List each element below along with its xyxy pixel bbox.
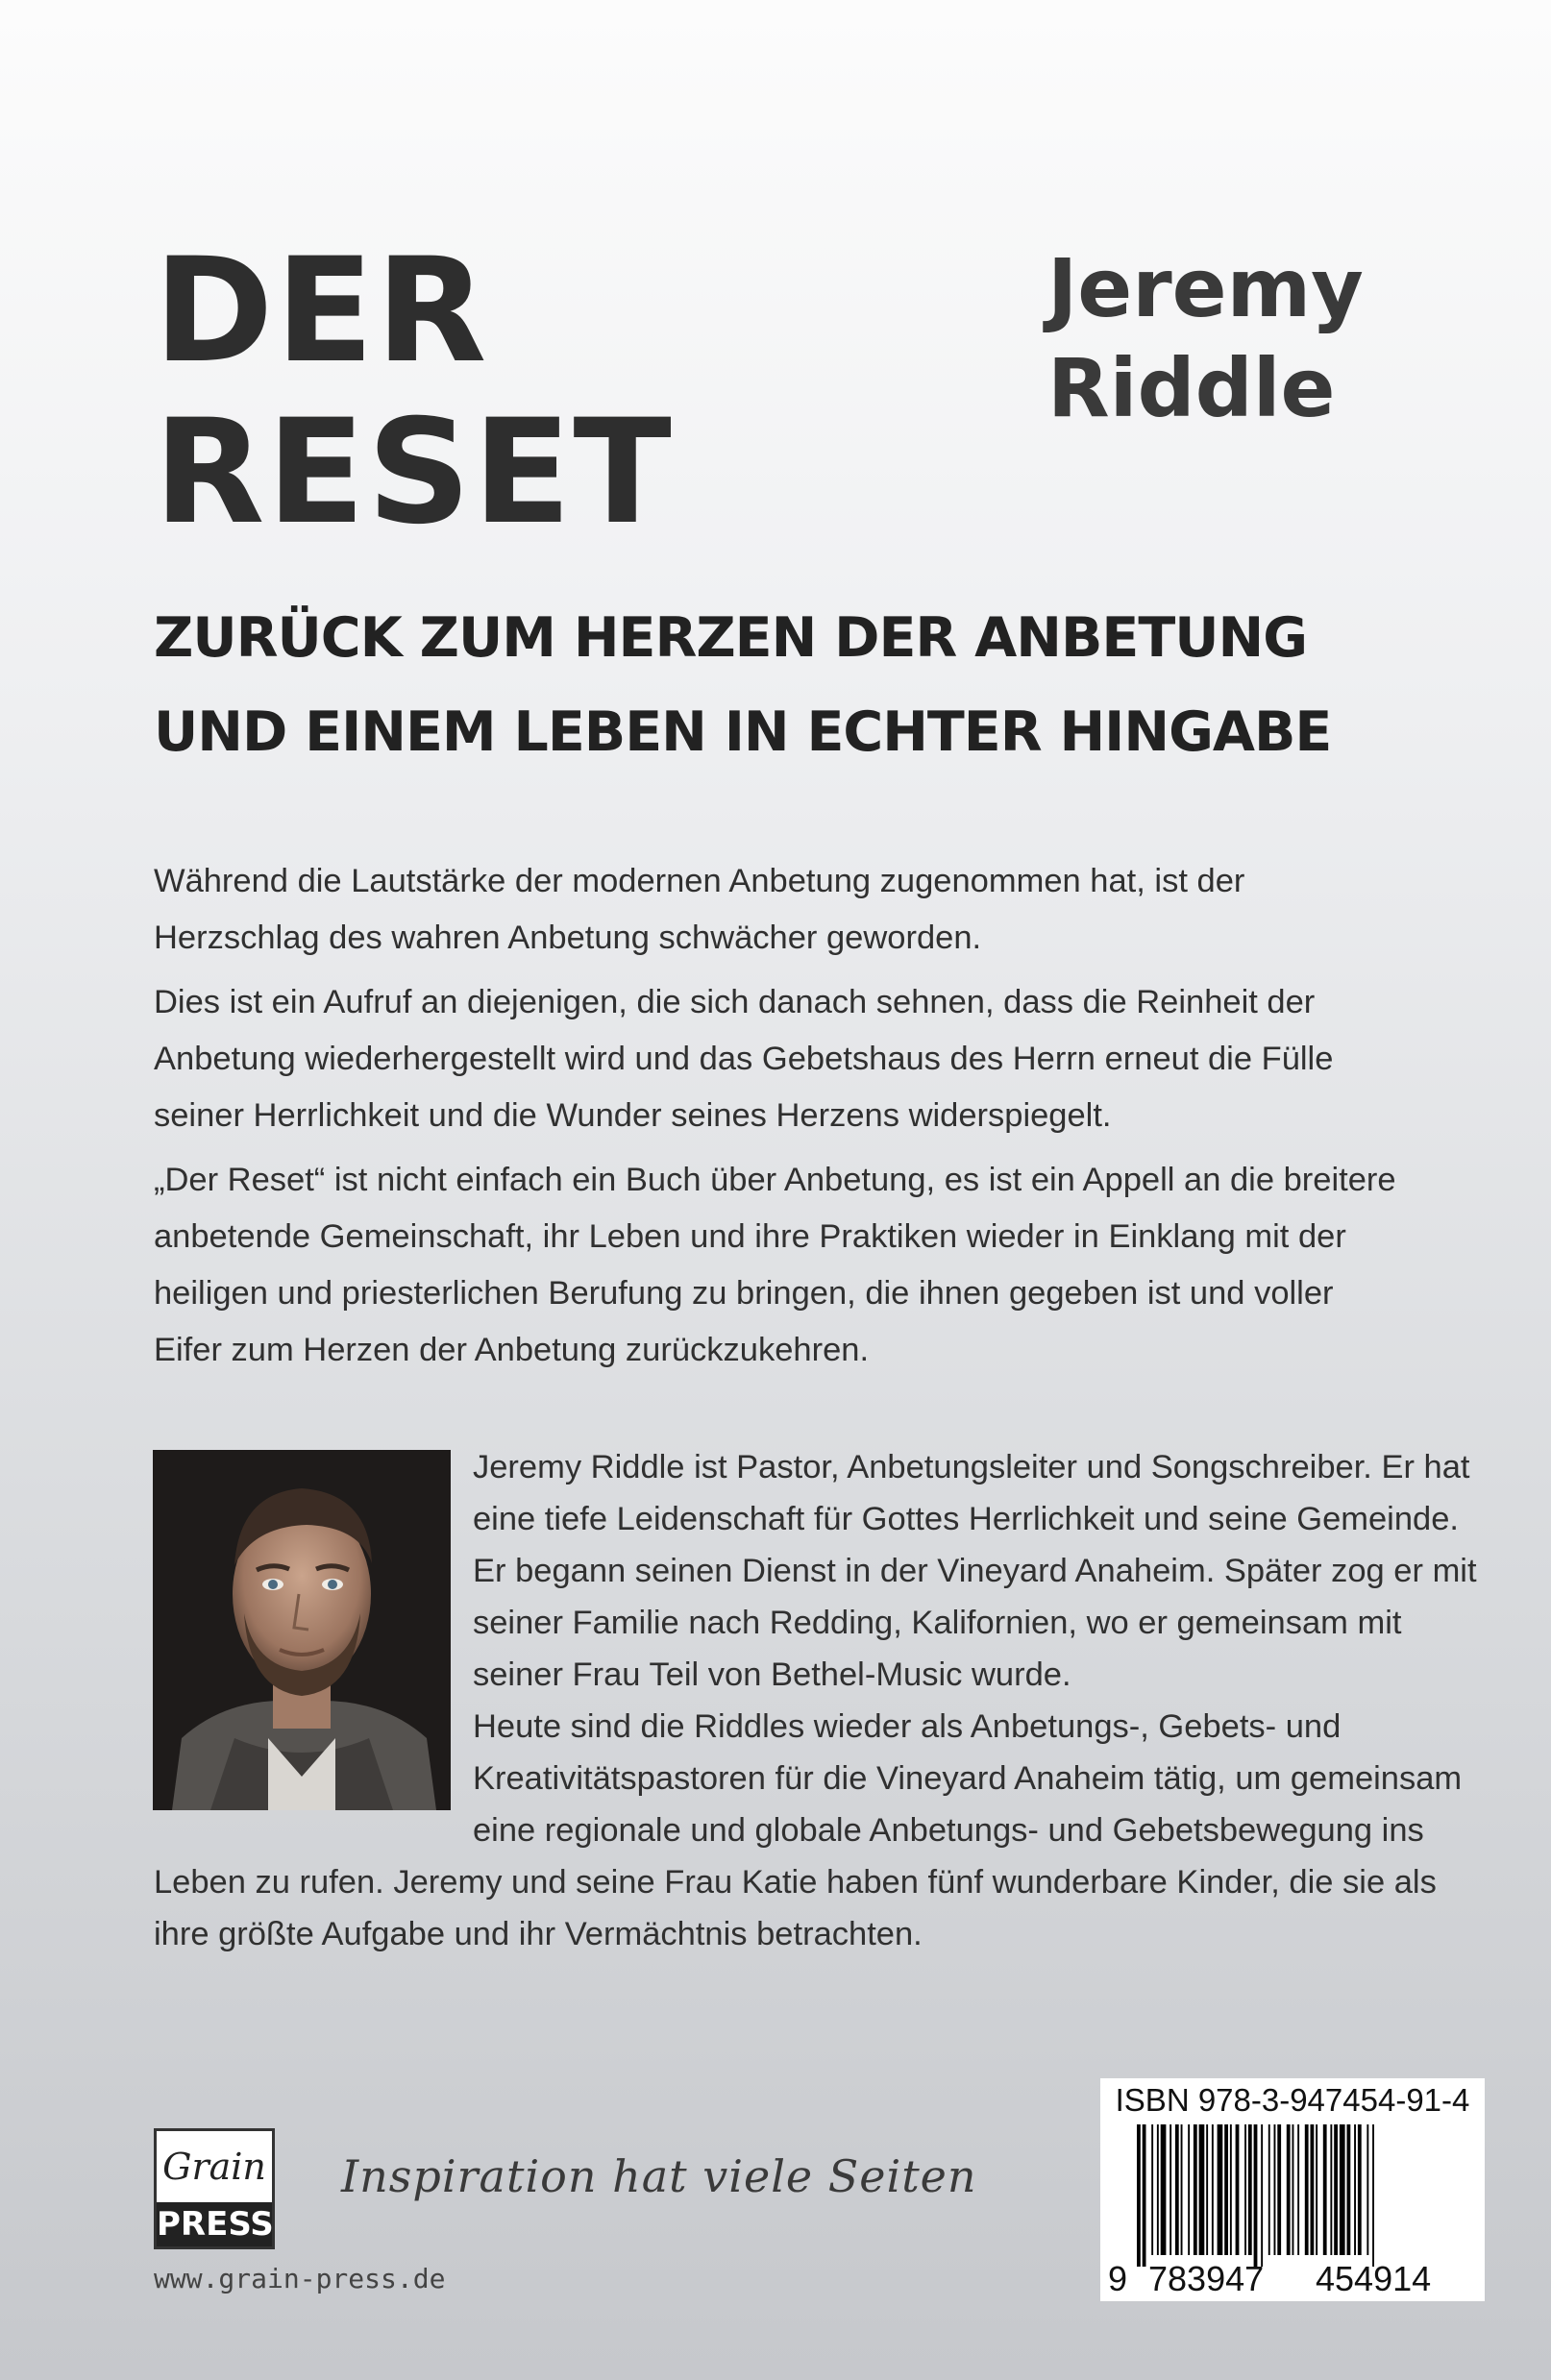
blurb-paragraph-1: Während die Lautstärke der modernen Anbetung zugenommen hat, ist der Herzschlag des wahren Anbetung schwächer geworden. bbox=[154, 863, 1245, 956]
barcode-bar bbox=[1236, 2124, 1240, 2255]
barcode-bars bbox=[1137, 2124, 1454, 2267]
barcode-bar bbox=[1261, 2124, 1263, 2267]
logo-top-text: Grain bbox=[162, 2146, 266, 2188]
barcode-bar bbox=[1143, 2124, 1146, 2267]
blurb-paragraph-3: „Der Reset“ ist nicht einfach ein Buch über Anbetung, es ist ein Appell an die breitere anbetende Gemeinschaft, ihr Leben und ihre Praktiken wieder in Einklang mit der heiligen und priesterlichen Berufung zu bringen, die ihnen gegeben ist und voller Eifer zum Herzen der Anbetung zurückzukehren. bbox=[154, 1162, 1396, 1368]
barcode-bar bbox=[1334, 2124, 1338, 2255]
barcode-digit-group-2: 454914 bbox=[1316, 2259, 1432, 2298]
author-bio bbox=[154, 1441, 1480, 1960]
barcode-bar bbox=[1175, 2124, 1179, 2255]
barcode-bar bbox=[1340, 2124, 1345, 2255]
publisher-logo bbox=[154, 2128, 275, 2249]
title-line-1: DER bbox=[154, 228, 489, 395]
barcode-digit-first: 9 bbox=[1108, 2259, 1128, 2298]
photo-spacer bbox=[154, 1441, 473, 1818]
barcode-bar bbox=[1157, 2124, 1159, 2255]
barcode-bar bbox=[1274, 2124, 1276, 2255]
barcode-bar bbox=[1347, 2124, 1351, 2255]
barcode-bar bbox=[1244, 2124, 1246, 2255]
barcode-bar bbox=[1188, 2124, 1190, 2255]
barcode-bar bbox=[1254, 2124, 1258, 2267]
barcode-bar bbox=[1137, 2124, 1141, 2267]
book-blurb bbox=[154, 853, 1403, 1386]
barcode-bar bbox=[1161, 2124, 1167, 2255]
bio-paragraph-2: Heute sind die Riddles wieder als Anbetungs-, Gebets- und Kreativitätspastoren für die Vineyard Anaheim tätig, um gemeinsam eine regionale und globale Anbetungs- und Gebetsbewegung ins Leben zu rufen. Jeremy und seine Frau Katie haben fünf wunderbare Kinder, die sie als ihre größte Aufgabe und ihr Vermächtnis betrachten. bbox=[154, 1708, 1463, 1952]
barcode-bar bbox=[1358, 2124, 1362, 2255]
barcode-bar bbox=[1181, 2124, 1183, 2255]
barcode-bar bbox=[1354, 2124, 1356, 2255]
barcode-bar bbox=[1311, 2124, 1315, 2255]
book-title bbox=[154, 228, 674, 556]
logo-bottom-text: PRESS bbox=[157, 2202, 272, 2246]
book-subtitle bbox=[154, 591, 1331, 779]
barcode-bar bbox=[1199, 2124, 1205, 2255]
bio-paragraph-1: Jeremy Riddle ist Pastor, Anbetungsleiter und Songschreiber. Er hat eine tiefe Leidenschaft für Gottes Herrlichkeit und seine Gemeinde. Er begann seinen Dienst in der Vineyard Anaheim. Später zog er mit seiner Familie nach Redding, Kalifornien, wo er gemeinsam mit seiner Frau Teil von Bethel-Music wurde. bbox=[473, 1449, 1477, 1693]
isbn-barcode bbox=[1100, 2078, 1485, 2301]
barcode-bar bbox=[1151, 2124, 1153, 2255]
blurb-paragraph-2: Dies ist ein Aufruf an diejenigen, die sich danach sehnen, dass die Reinheit der Anbetung wiederhergestellt wird und das Gebetshaus des Herrn erneut die Fülle seiner Herrlichkeit und die Wunder seines Herzens widerspiegelt. bbox=[154, 984, 1334, 1134]
barcode-bar bbox=[1212, 2124, 1214, 2255]
author-name bbox=[1047, 238, 1364, 438]
barcode-bar bbox=[1218, 2124, 1223, 2255]
author-first-name: Jeremy bbox=[1047, 241, 1364, 335]
barcode-bar bbox=[1277, 2124, 1281, 2255]
barcode-bar bbox=[1230, 2124, 1232, 2255]
barcode-bar bbox=[1194, 2124, 1197, 2255]
barcode-bar bbox=[1287, 2124, 1291, 2255]
title-line-2: RESET bbox=[154, 389, 674, 556]
barcode-bar bbox=[1366, 2124, 1368, 2255]
publisher-slogan: Inspiration hat viele Seiten bbox=[341, 2150, 977, 2202]
barcode-bar bbox=[1323, 2124, 1327, 2255]
barcode-bar bbox=[1224, 2124, 1228, 2255]
author-last-name: Riddle bbox=[1047, 341, 1336, 435]
publisher-url: www.grain-press.de bbox=[154, 2263, 446, 2294]
barcode-bar bbox=[1330, 2124, 1332, 2255]
barcode-bar bbox=[1305, 2124, 1309, 2255]
barcode-bar bbox=[1292, 2124, 1294, 2255]
barcode-bar bbox=[1372, 2124, 1374, 2267]
barcode-bar bbox=[1297, 2124, 1299, 2255]
barcode-bar bbox=[1268, 2124, 1270, 2255]
barcode-bar bbox=[1316, 2124, 1317, 2255]
barcode-bar bbox=[1206, 2124, 1208, 2255]
isbn-label: ISBN 978-3-947454-91-4 bbox=[1115, 2082, 1470, 2118]
subtitle-line-2: UND EINEM LEBEN IN ECHTER HINGABE bbox=[154, 700, 1332, 764]
barcode-bar bbox=[1248, 2124, 1252, 2255]
barcode-bar bbox=[1169, 2124, 1171, 2255]
barcode-digit-group-1: 783947 bbox=[1148, 2259, 1265, 2298]
subtitle-line-1: ZURÜCK ZUM HERZEN DER ANBETUNG bbox=[154, 606, 1308, 670]
